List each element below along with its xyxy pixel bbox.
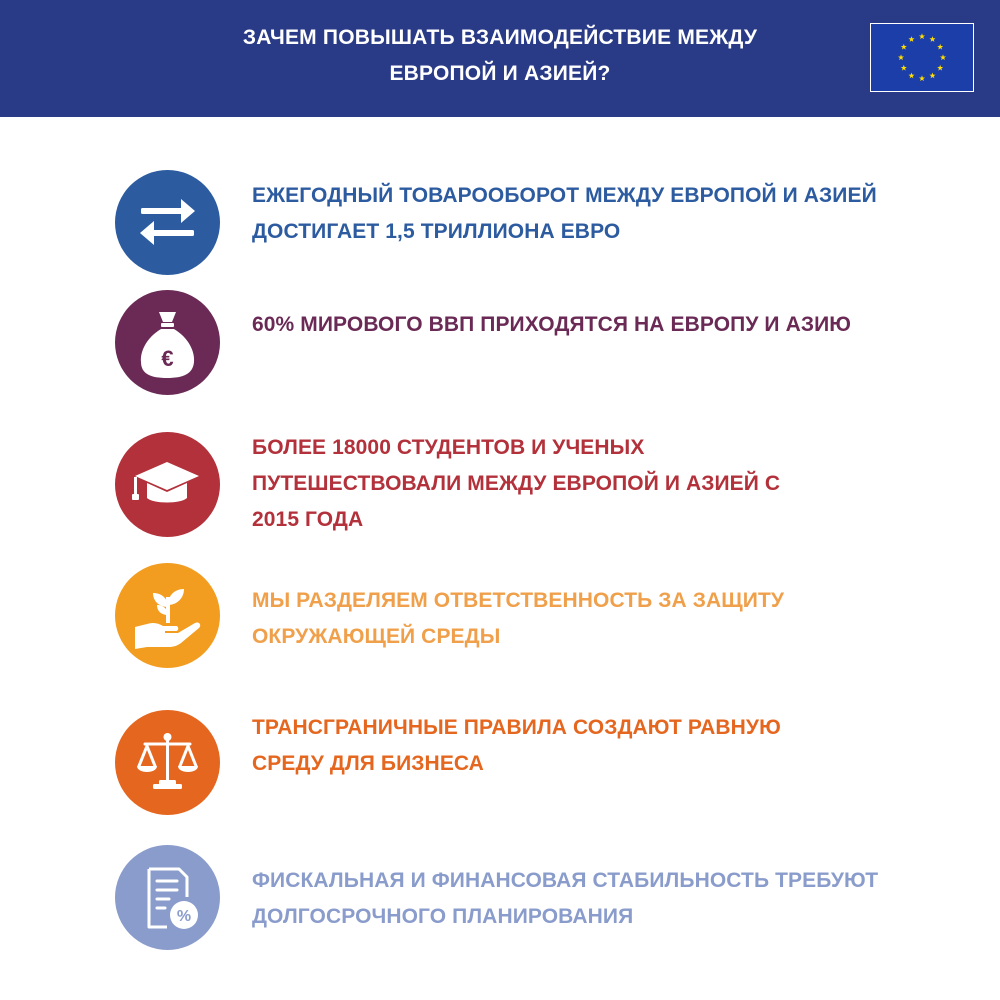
- money-bag-euro-icon: [115, 290, 220, 395]
- fact-line: ДОСТИГАЕТ 1,5 ТРИЛЛИОНА ЕВРО: [252, 220, 621, 243]
- fact-line: ЕЖЕГОДНЫЙ ТОВАРООБОРОТ МЕЖДУ ЕВРОПОЙ И АЗИЕЙ: [252, 184, 877, 207]
- title-line-2: ЕВРОПОЙ И АЗИЕЙ?: [389, 62, 611, 85]
- fact-line: ДОЛГОСРОЧНОГО ПЛАНИРОВАНИЯ: [252, 905, 634, 928]
- arrows-exchange-icon: [115, 170, 220, 275]
- svg-text:€: €: [161, 346, 174, 371]
- fact-line: ПУТЕШЕСТВОВАЛИ МЕЖДУ ЕВРОПОЙ И АЗИЕЙ С: [252, 472, 781, 495]
- scales-icon: [115, 710, 220, 815]
- fact-line: ОКРУЖАЮЩЕЙ СРЕДЫ: [252, 625, 501, 648]
- fact-line: ФИСКАЛЬНАЯ И ФИНАНСОВАЯ СТАБИЛЬНОСТЬ ТРЕБУЮТ: [252, 869, 879, 892]
- graduation-cap-icon: [115, 432, 220, 537]
- title-line-1: ЗАЧЕМ ПОВЫШАТЬ ВЗАИМОДЕЙСТВИЕ МЕЖДУ: [242, 26, 758, 49]
- fact-line: СРЕДУ ДЛЯ БИЗНЕСА: [252, 752, 484, 775]
- eu-flag-icon: [870, 23, 974, 92]
- fact-line: БОЛЕЕ 18000 СТУДЕНТОВ И УЧЕНЫХ: [252, 436, 645, 459]
- header-banner: [0, 0, 1000, 117]
- fact-line: 60% МИРОВОГО ВВП ПРИХОДЯТСЯ НА ЕВРОПУ И АЗИЮ: [252, 313, 852, 336]
- page-title: [130, 20, 870, 92]
- fact-line: ТРАНСГРАНИЧНЫЕ ПРАВИЛА СОЗДАЮТ РАВНУЮ: [252, 716, 781, 739]
- fact-line: 2015 ГОДА: [252, 508, 364, 531]
- hand-plant-icon: [115, 563, 220, 668]
- svg-text:%: %: [176, 908, 192, 925]
- document-percent-icon: [115, 845, 220, 950]
- fact-line: МЫ РАЗДЕЛЯЕМ ОТВЕТСТВЕННОСТЬ ЗА ЗАЩИТУ: [252, 589, 785, 612]
